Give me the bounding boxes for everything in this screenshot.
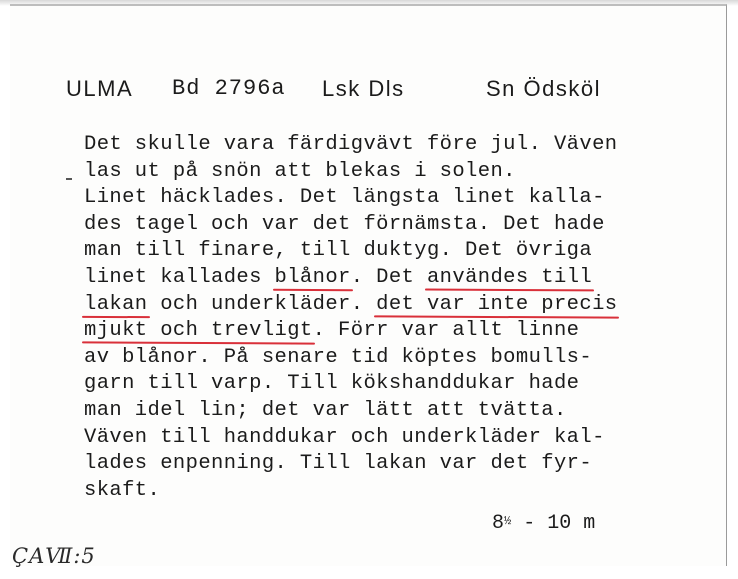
text-line: mjukt och trevligt. Förr var allt linne bbox=[84, 319, 580, 343]
text-line: lades enpenning. Till lakan var det fyr- bbox=[84, 452, 593, 476]
text-line: garn till varp. Till kökshanddukar hade bbox=[84, 372, 580, 396]
socken-field: Sn Ödsköl bbox=[486, 76, 601, 101]
text-line: man till finare, till duktyg. Det övriga bbox=[84, 239, 593, 263]
text-line: man idel lin; det var lätt att tvätta. bbox=[84, 398, 567, 422]
red-underline: mjukt och trevligt bbox=[84, 319, 313, 343]
red-underline: blånor bbox=[274, 265, 351, 289]
margin-mark bbox=[66, 178, 72, 180]
text-line: las ut på snön att blekas i solen. bbox=[84, 159, 516, 183]
red-underline: det var inte precis bbox=[376, 292, 618, 316]
archive-code: ULMA bbox=[66, 76, 134, 101]
record-number: Bd 2796a bbox=[172, 76, 286, 101]
card-header bbox=[0, 76, 738, 116]
text-line: skaft. bbox=[84, 478, 161, 502]
card-body-text bbox=[84, 132, 684, 504]
text-line: lakan och underkläder. det var inte precis bbox=[84, 292, 618, 316]
text-line: Det skulle vara färdigvävt före jul. Väven bbox=[84, 133, 618, 156]
text-line: av blånor. På senare tid köptes bomulls- bbox=[84, 345, 593, 369]
measure-fraction: ½ bbox=[504, 514, 512, 528]
measurement bbox=[492, 512, 595, 535]
red-underline: lakan bbox=[84, 292, 148, 316]
landskap-field: Lsk Dls bbox=[322, 76, 405, 101]
text-line: Linet häcklades. Det längsta linet kalla- bbox=[84, 186, 605, 210]
measure-rest: - 10 m bbox=[511, 512, 596, 535]
text-line: Väven till handdukar och underkläder kal- bbox=[84, 425, 605, 449]
measure-whole: 8 bbox=[492, 512, 505, 535]
text-line: linet kallades blånor. Det användes till bbox=[84, 265, 593, 289]
red-underline: användes till bbox=[426, 265, 593, 289]
handwritten-note: ÇAⅦ:5 bbox=[12, 544, 96, 568]
text-line: des tagel och var det förnämsta. Det hade bbox=[84, 212, 605, 236]
